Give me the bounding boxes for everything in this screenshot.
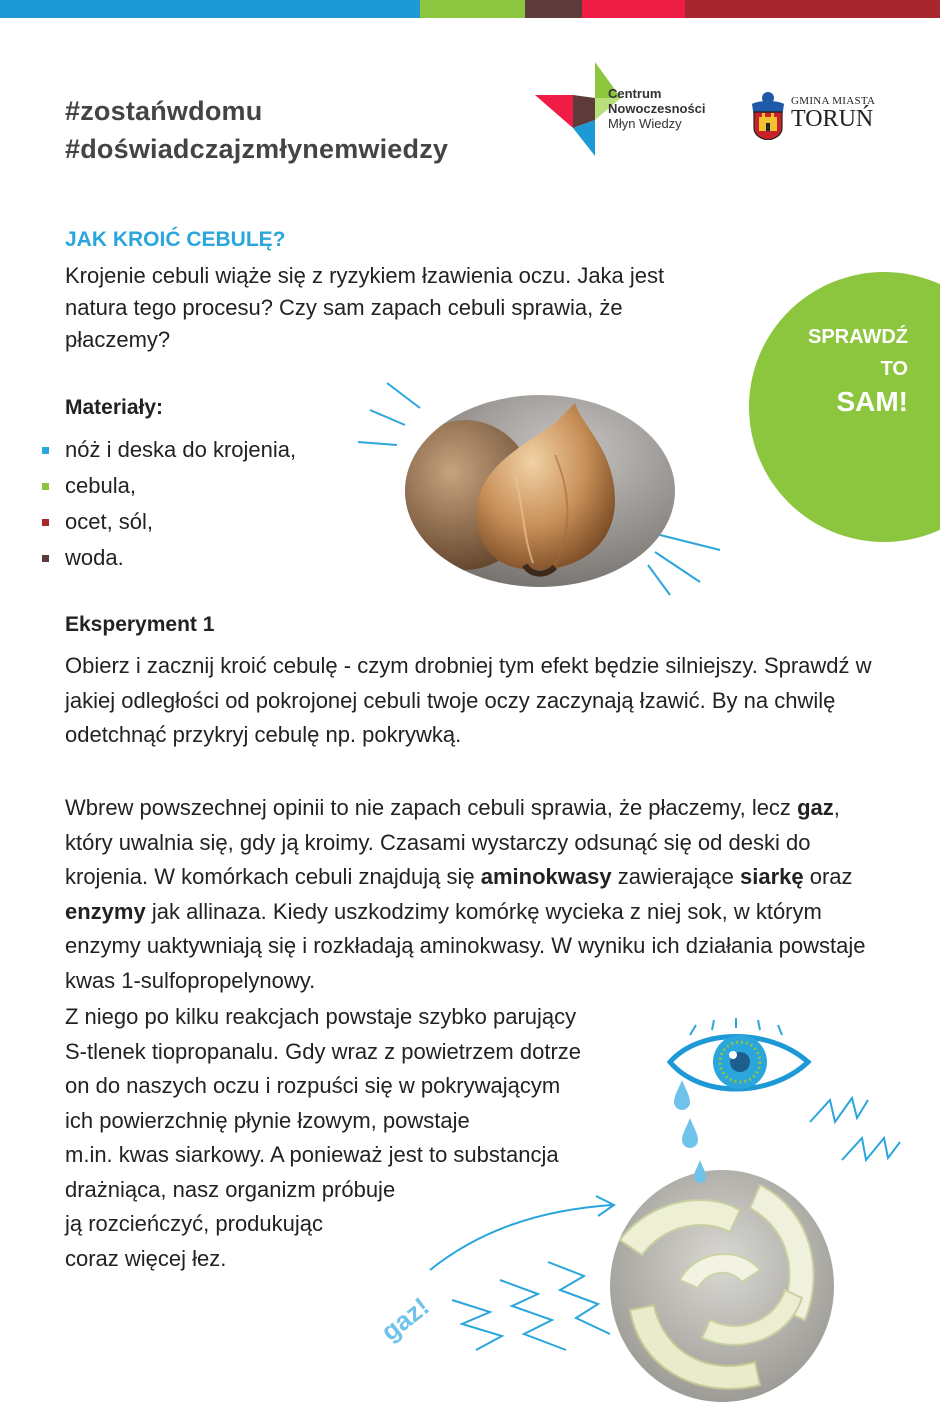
experiment-title: Eksperyment 1 xyxy=(65,613,215,636)
onion-illustration-icon xyxy=(405,395,675,587)
list-item xyxy=(42,540,296,576)
onion-slices-illustration-icon xyxy=(610,1170,834,1402)
badge-line3: SAM! xyxy=(836,386,908,417)
paragraph-line: m.in. kwas siarkowy. A ponieważ jest to substancja xyxy=(65,1142,559,1167)
torun-logo-text xyxy=(791,95,875,131)
material-label: ocet, sól, xyxy=(65,509,154,534)
paragraph-text: , który uwalnia się, gdy ją kroimy. Czasami wystarczy odsunąć się od deski do krojenia. W komórkach cebuli znajdują się xyxy=(65,795,840,889)
eye-icon xyxy=(670,1018,808,1089)
paragraph-line: coraz więcej łez. xyxy=(65,1245,227,1271)
topbar-segment-blue xyxy=(0,0,420,18)
topbar-segment-brown xyxy=(525,0,582,18)
paragraph-line: drażniąca, nasz organizm próbuje xyxy=(65,1176,396,1202)
gaz-label: gaz! xyxy=(375,1291,435,1347)
materials-list xyxy=(42,432,296,576)
torun-coat-of-arms-icon xyxy=(748,90,788,140)
topbar-segment-red xyxy=(685,0,940,18)
paragraph-line: ją rozcieńczyć, produkując xyxy=(65,1211,324,1236)
paragraph-line: S-tlenek tiopropanalu. Gdy wraz z powietrzem dotrze xyxy=(65,1038,582,1064)
list-item xyxy=(42,468,296,504)
hashtag-experience: #doświadczajzmłynemwiedzy xyxy=(65,134,449,164)
badge-text xyxy=(760,320,908,420)
paragraph-text: oraz xyxy=(803,864,853,889)
irritation-zigzag-icon xyxy=(810,1098,900,1160)
bold-term-aminokwasy: aminokwasy xyxy=(480,864,612,889)
intro-text: Krojenie cebuli wiąże się z ryzykiem łzawienia oczu. Jaka jest natura tego procesu? Czy sam zapach cebuli sprawia, że płaczemy? xyxy=(65,263,665,352)
hashtag-stay-home: #zostańwdomu xyxy=(65,96,263,126)
material-label: cebula, xyxy=(65,473,136,498)
material-label: nóż i deska do krojenia, xyxy=(65,437,297,462)
materials-title: Materiały: xyxy=(65,396,164,419)
sliced-onion-photo xyxy=(610,1170,834,1402)
badge-line2: TO xyxy=(880,358,908,380)
topbar-segment-green xyxy=(420,0,525,18)
torun-logo-small: GMINA MIASTA xyxy=(791,95,876,107)
bullet-square-icon xyxy=(42,483,49,490)
bullet-square-icon xyxy=(42,555,49,562)
paragraph-text: zawierające xyxy=(611,864,740,889)
list-item xyxy=(42,432,296,468)
list-item xyxy=(42,504,296,540)
torun-logo-big: TORUŃ xyxy=(791,106,874,132)
logo-cn-line2: Nowoczesności xyxy=(608,101,706,116)
page-title: JAK KROIĆ CEBULĘ? xyxy=(65,228,286,251)
badge-line1: SPRAWDŹ xyxy=(808,326,908,348)
paragraph-line: ich powierzchnię płynie łzowym, powstaje xyxy=(65,1107,470,1133)
centrum-logo-text xyxy=(608,86,706,131)
experiment-paragraph-2 xyxy=(65,791,885,998)
paragraph-line: on do naszych oczu i rozpuści się w pokrywającym xyxy=(65,1073,561,1098)
experiment-paragraph-1: Obierz i zacznij kroić cebulę - czym drobniej tym efekt będzie silniejszy. Sprawdź w jakiej odległości od pokrojonej cebuli twoje oczy zaczynają łzawić. By na chwilę odetchnąć przykryj cebulę np. pokrywką. xyxy=(65,653,872,747)
paragraph-text: jak allinaza. Kiedy uszkodzimy komórkę wycieka z niej sok, w którym enzymy uaktywniają się i rozkładają aminokwasy. W wyniku ich działania powstaje kwas 1-sulfopropelynowy. xyxy=(65,898,866,993)
paragraph-text: Wbrew powszechnej opinii to nie zapach cebuli sprawia, że płaczemy, lecz xyxy=(65,795,798,820)
material-label: woda. xyxy=(65,545,124,570)
topbar-segment-pink xyxy=(582,0,685,18)
experiment-paragraph-3 xyxy=(65,1000,685,1276)
whole-onion-photo xyxy=(405,395,675,587)
bullet-square-icon xyxy=(42,447,49,454)
bold-term-enzymy: enzymy xyxy=(65,898,146,924)
bullet-square-icon xyxy=(42,519,49,526)
paragraph-line: Z niego po kilku reakcjach powstaje szybko parujący xyxy=(65,1004,577,1029)
logo-cn-line3: Młyn Wiedzy xyxy=(608,116,682,131)
bold-term-gaz: gaz xyxy=(797,795,834,820)
logo-cn-line1: Centrum xyxy=(608,86,662,101)
bold-term-siarke: siarkę xyxy=(739,864,804,889)
top-color-bar xyxy=(0,0,940,18)
hashtags xyxy=(65,92,448,168)
